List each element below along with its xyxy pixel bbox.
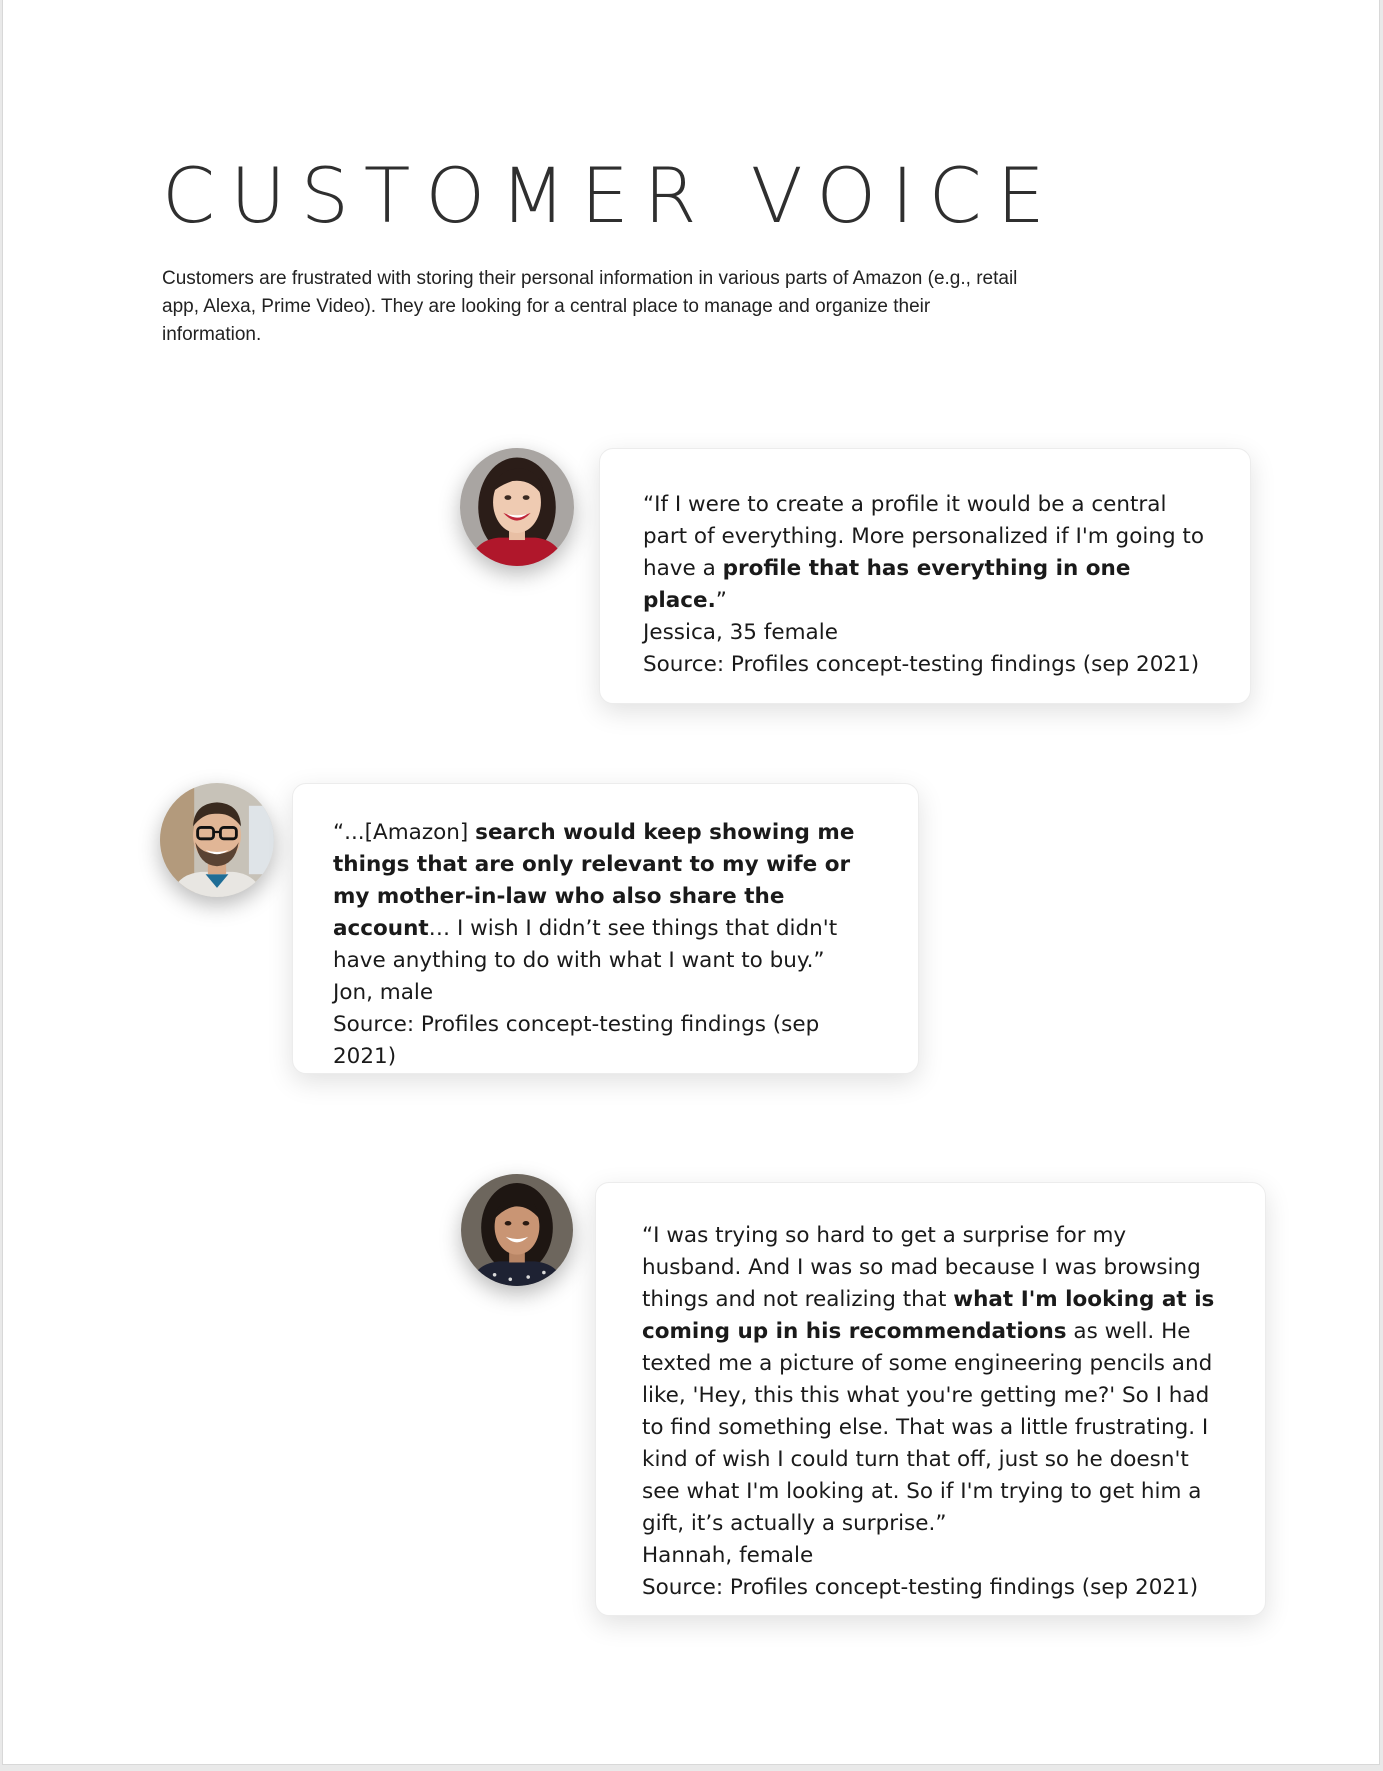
testimonial-source: Source: Profiles concept-testing findings (sep 2021)	[333, 1012, 820, 1069]
quote-text: “If I were to create a profile it would be a central part of everything. More personalized if I'm going to have a	[643, 492, 1205, 581]
avatar-hannah	[461, 1174, 573, 1286]
testimonial-author: Jessica, 35 female	[643, 620, 838, 645]
testimonial-quote	[642, 1220, 1227, 1540]
quote-text: “...[Amazon]	[333, 820, 476, 845]
quote-text: … I wish I didn’t see things that didn't have anything to do with what I want to buy.”	[333, 916, 838, 973]
avatar-jon	[160, 783, 274, 897]
quote-highlight: what I'm looking at is coming up in his recommendations	[642, 1287, 1215, 1344]
testimonial-card-jessica	[599, 448, 1251, 704]
quote-highlight: profile that has everything in one place.	[643, 556, 1131, 613]
testimonial-card-hannah	[595, 1182, 1266, 1616]
quote-text: ”	[715, 588, 727, 613]
testimonial-source: Source: Profiles concept-testing findings (sep 2021)	[642, 1575, 1199, 1600]
page-title: CUSTOMER VOICE	[162, 151, 1060, 240]
page	[3, 0, 1379, 1764]
testimonial-source: Source: Profiles concept-testing findings (sep 2021)	[643, 652, 1200, 677]
intro-paragraph: Customers are frustrated with storing their personal information in various parts of Amazon (e.g., retail app, Alexa, Prime Video). They are looking for a central place to manage and organize their information.	[162, 268, 1018, 345]
avatar-jessica	[460, 448, 574, 566]
quote-highlight: search would keep showing me things that are only relevant to my wife or my mother-in-law who also share the account	[333, 820, 855, 941]
testimonial-author: Jon, male	[333, 980, 434, 1005]
testimonial-author: Hannah, female	[642, 1543, 814, 1568]
quote-text: “I was trying so hard to get a surprise for my husband. And I was so mad because I was browsing things and not realizing that	[642, 1223, 1201, 1312]
testimonial-quote	[333, 817, 882, 977]
testimonial-quote	[643, 489, 1210, 617]
quote-text: as well. He texted me a picture of some engineering pencils and like, 'Hey, this this what you're getting me?' So I had to find something else. That was a little frustrating. I kind of wish I could turn that off, just so he doesn't see what I'm looking at. So if I'm trying to get him a gift, it’s actually a surprise.”	[642, 1319, 1213, 1536]
testimonial-card-jon	[292, 783, 919, 1074]
